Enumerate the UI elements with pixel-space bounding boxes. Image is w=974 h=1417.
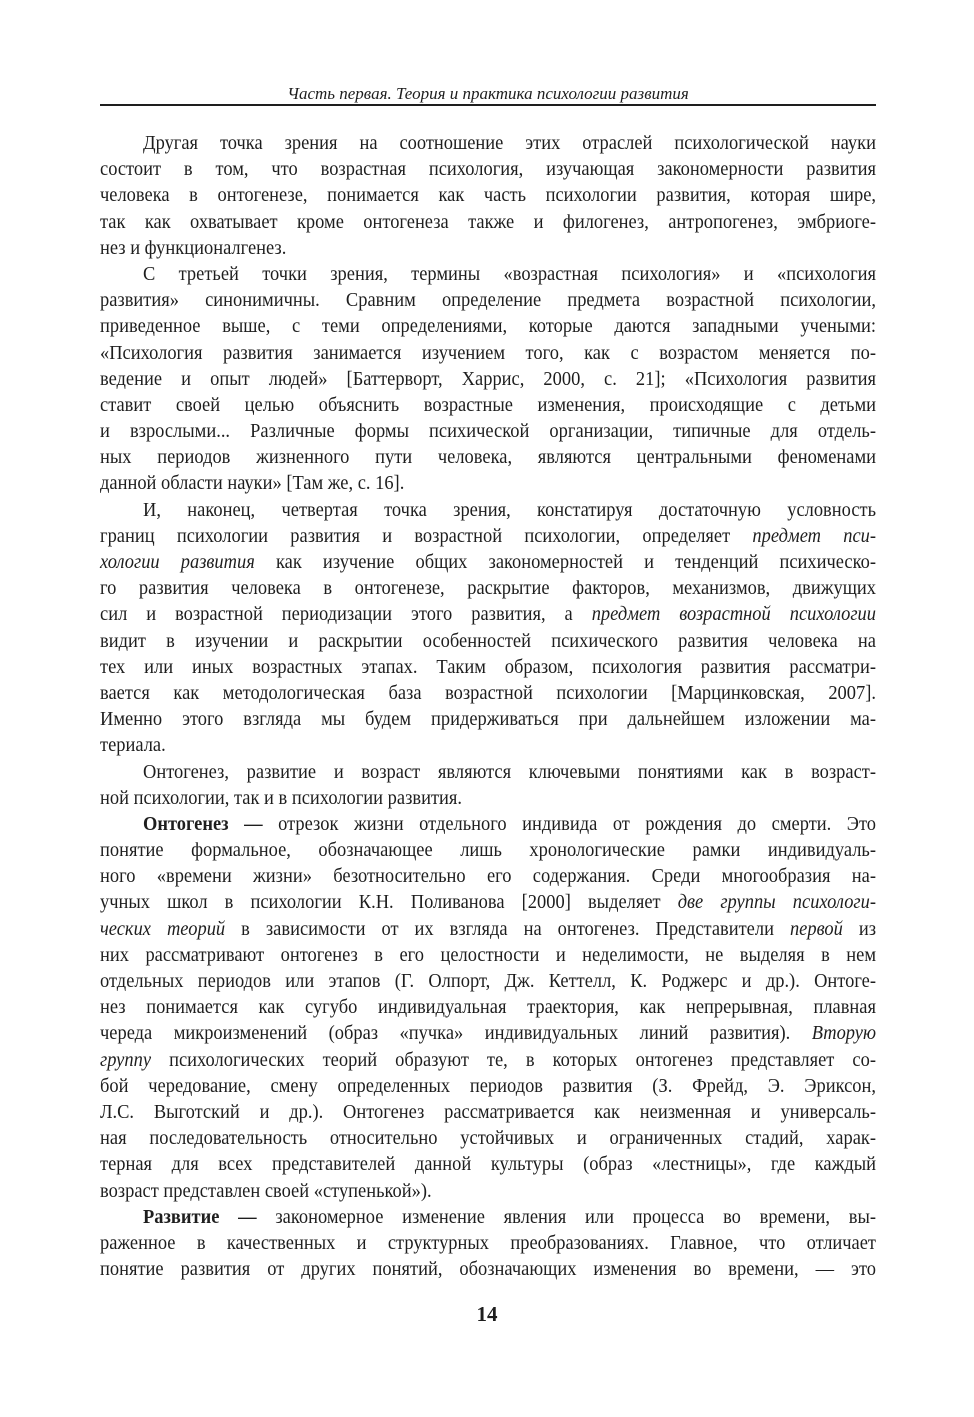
paragraph	[100, 497, 876, 759]
text-line	[100, 1151, 876, 1177]
text-run: так как охватывает кроме онтогенеза также и филогенез, антропогенез, эмбриоге-	[100, 210, 877, 233]
line-content	[143, 1204, 876, 1230]
line-content	[100, 470, 404, 496]
text-line	[100, 1230, 876, 1256]
line-content	[100, 235, 286, 261]
text-line	[100, 1099, 876, 1125]
line-content	[100, 366, 876, 392]
italic-text: две группы психологи-	[677, 891, 876, 914]
text-run: Другая точка зрения на соотношение этих отраслей психологической науки	[143, 132, 876, 154]
paragraph	[100, 759, 876, 811]
text-run: приведенное выше, с теми определениями, которые даются западными учеными:	[100, 315, 877, 338]
text-run: ной психологии, так и в психологии развития.	[100, 786, 462, 809]
text-run: С третьей точки зрения, термины «возрастная психология» и «психология	[143, 262, 877, 285]
italic-text: предмет пси-	[752, 524, 877, 547]
text-run: понятие формальное, обозначающее лишь хронологические рамки индивидуаль-	[100, 839, 876, 862]
text-line	[100, 575, 876, 601]
text-run: терная для всех представителей данной культуры (образ «лестницы», где каждый	[100, 1153, 876, 1176]
line-content	[100, 1020, 876, 1046]
text-line	[100, 863, 876, 889]
text-line	[100, 392, 876, 418]
text-run: видит в изучении и раскрытии особенностей психического развития человека на	[100, 629, 876, 652]
line-content	[100, 654, 876, 680]
line-content	[100, 156, 876, 182]
line-content	[100, 1047, 876, 1073]
text-line	[100, 628, 876, 654]
text-line	[100, 1256, 876, 1282]
line-content	[100, 209, 876, 235]
line-content	[100, 1230, 876, 1256]
text-run: нез и функционалгенез.	[100, 236, 287, 259]
text-run: Л.С. Выготский и др.). Онтогенез рассматривается как неизменная и универсаль-	[100, 1100, 876, 1123]
line-content	[100, 916, 876, 942]
paragraph	[100, 130, 876, 261]
text-line	[100, 811, 876, 837]
line-content	[100, 287, 876, 313]
text-line	[100, 968, 876, 994]
text-run: вается как методологическая база возрастной психологии [Марцинковская, 2007].	[100, 681, 876, 704]
text-run: «Психология развития занимается изучением того, как с возрастом меняется по-	[100, 341, 876, 364]
italic-text: предмет возрастной психологии	[591, 603, 877, 626]
text-run: териала.	[100, 734, 166, 757]
text-run: понятие развития от других понятий, обозначающих изменения во времени, — это	[100, 1258, 877, 1281]
text-line	[100, 1020, 876, 1046]
text-run: психологических теорий образуют те, в которых онтогенез представляет со-	[151, 1048, 876, 1071]
text-line	[100, 287, 876, 313]
line-content	[100, 313, 876, 339]
line-content	[100, 1073, 876, 1099]
line-content	[143, 759, 876, 785]
paragraph	[100, 261, 876, 497]
text-run: из	[842, 917, 876, 940]
text-run: отрезок жизни отдельного индивида от рождения до смерти. Это	[262, 812, 877, 835]
text-line	[100, 182, 876, 208]
text-line	[100, 470, 876, 496]
italic-text: Вторую	[811, 1022, 876, 1045]
line-content	[143, 811, 876, 837]
text-run: и взрослыми... Различные формы психической организации, типичные для отдель-	[100, 420, 876, 443]
text-line	[100, 837, 876, 863]
line-content	[100, 706, 876, 732]
text-run: ного «времени жизни» безотносительно его содержания. Среди многообразия на-	[100, 865, 876, 888]
text-run: развития» синонимичны. Сравним определение предмета возрастной психологии,	[100, 289, 876, 312]
text-line	[100, 235, 876, 261]
line-content	[100, 1178, 432, 1204]
line-content	[143, 130, 876, 156]
line-content	[100, 889, 876, 915]
text-line	[100, 706, 876, 732]
text-run: состоит в том, что возрастная психология, изучающая закономерности развития	[100, 158, 876, 181]
text-line	[100, 523, 876, 549]
text-run: бой чередование, смену определенных периодов развития (З. Фрейд, Э. Эриксон,	[100, 1074, 876, 1097]
text-run: Именно этого взгляда мы будем придерживаться при дальнейшем изложении ма-	[100, 708, 876, 731]
text-run: возраст представлен своей «ступенькой»).	[100, 1179, 432, 1202]
text-run: границ психологии развития и возрастной психологии, определяет	[100, 524, 753, 547]
text-run: ставит своей целью объяснить возрастные изменения, происходящие с детьми	[100, 393, 877, 416]
text-run: ных периодов жизненного пути человека, являются центральными феноменами	[100, 446, 876, 469]
text-run: Онтогенез, развитие и возраст являются ключевыми понятиями как в возраст-	[143, 760, 877, 783]
line-content	[100, 1099, 876, 1125]
text-line	[100, 444, 876, 470]
text-line	[100, 209, 876, 235]
text-run: данной области науки» [Там же, с. 16].	[100, 472, 405, 495]
text-line	[100, 916, 876, 942]
text-line	[100, 261, 876, 287]
text-run: череда микроизменений (образ «пучка» индивидуальных линий развития).	[100, 1022, 812, 1045]
header-rule	[100, 104, 876, 106]
text-line	[100, 994, 876, 1020]
line-content	[100, 1151, 876, 1177]
text-line	[100, 1204, 876, 1230]
line-content	[143, 497, 876, 523]
text-line	[100, 680, 876, 706]
line-content	[100, 549, 876, 575]
paragraph	[100, 811, 876, 1204]
text-run: нез понимается как сугубо индивидуальная траектория, как непрерывная, плавная	[100, 996, 876, 1019]
bold-term: Онтогенез —	[143, 812, 263, 835]
line-content	[100, 392, 876, 418]
text-run: в зависимости от их взгляда на онтогенез. Представители	[225, 917, 790, 940]
line-content	[100, 942, 876, 968]
paragraph	[100, 1204, 876, 1283]
line-content	[100, 418, 876, 444]
text-run: раженное в качественных и структурных преобразованиях. Главное, что отличает	[100, 1231, 877, 1254]
text-run: отдельных периодов или этапов (Г. Олпорт, Дж. Кеттелл, К. Роджерс и др.). Онтоге-	[100, 970, 876, 992]
text-line	[100, 759, 876, 785]
text-line	[100, 340, 876, 366]
line-content	[100, 837, 876, 863]
text-run: сил и возрастной периодизации этого развития, а	[100, 603, 592, 626]
line-content	[100, 732, 166, 758]
line-content	[100, 523, 876, 549]
line-content	[100, 601, 876, 627]
line-content	[100, 994, 876, 1020]
text-run: учных школ в психологии К.Н. Поливанова [2000] выделяет	[100, 891, 678, 914]
italic-text: группу	[100, 1048, 152, 1071]
text-line	[100, 313, 876, 339]
text-run: И, наконец, четвертая точка зрения, констатируя достаточную условность	[143, 498, 877, 521]
text-line	[100, 497, 876, 523]
text-line	[100, 654, 876, 680]
text-run: ведение и опыт людей» [Баттерворт, Харрис, 2000, с. 21]; «Психология развития	[100, 367, 876, 390]
line-content	[100, 785, 462, 811]
running-head: Часть первая. Теория и практика психологии развития	[287, 84, 689, 103]
text-run: них рассматривают онтогенез в его целостности и неделимости, не выделяя в нем	[100, 943, 876, 966]
text-line	[100, 889, 876, 915]
line-content	[100, 1125, 876, 1151]
line-content	[100, 182, 876, 208]
text-line	[100, 1073, 876, 1099]
text-line	[100, 1047, 876, 1073]
text-line	[100, 156, 876, 182]
text-line	[100, 366, 876, 392]
text-line	[100, 601, 876, 627]
text-line	[100, 549, 876, 575]
bold-term: Развитие —	[143, 1205, 257, 1228]
italic-text: ческих теорий	[100, 917, 226, 940]
text-line	[100, 942, 876, 968]
text-run: как изучение общих закономерностей и тенденций психическо-	[254, 551, 877, 573]
text-line	[100, 130, 876, 156]
text-line	[100, 732, 876, 758]
line-content	[100, 680, 876, 706]
text-run: го развития человека в онтогенезе, раскрытие факторов, механизмов, движущих	[100, 577, 877, 600]
text-run: ная последовательность относительно устойчивых и ограниченных стадий, харак-	[100, 1127, 876, 1150]
text-line	[100, 1125, 876, 1151]
line-content	[143, 261, 876, 287]
italic-text: хологии развития	[100, 551, 255, 573]
line-content	[100, 628, 876, 654]
text-line	[100, 785, 876, 811]
body-text	[100, 130, 876, 1282]
text-run: закономерное изменение явления или процесса во времени, вы-	[256, 1205, 877, 1228]
line-content	[100, 863, 876, 889]
line-content	[100, 340, 876, 366]
page-number: 14	[476, 1302, 498, 1326]
line-content	[100, 1256, 876, 1282]
line-content	[100, 575, 876, 601]
line-content	[100, 968, 876, 994]
italic-text: первой	[789, 917, 843, 940]
text-line	[100, 1178, 876, 1204]
text-run: человека в онтогенезе, понимается как часть психологии развития, которая шире,	[100, 184, 876, 207]
text-line	[100, 418, 876, 444]
text-run: тех или иных возрастных этапах. Таким образом, психология развития рассматри-	[100, 655, 876, 678]
line-content	[100, 444, 876, 470]
